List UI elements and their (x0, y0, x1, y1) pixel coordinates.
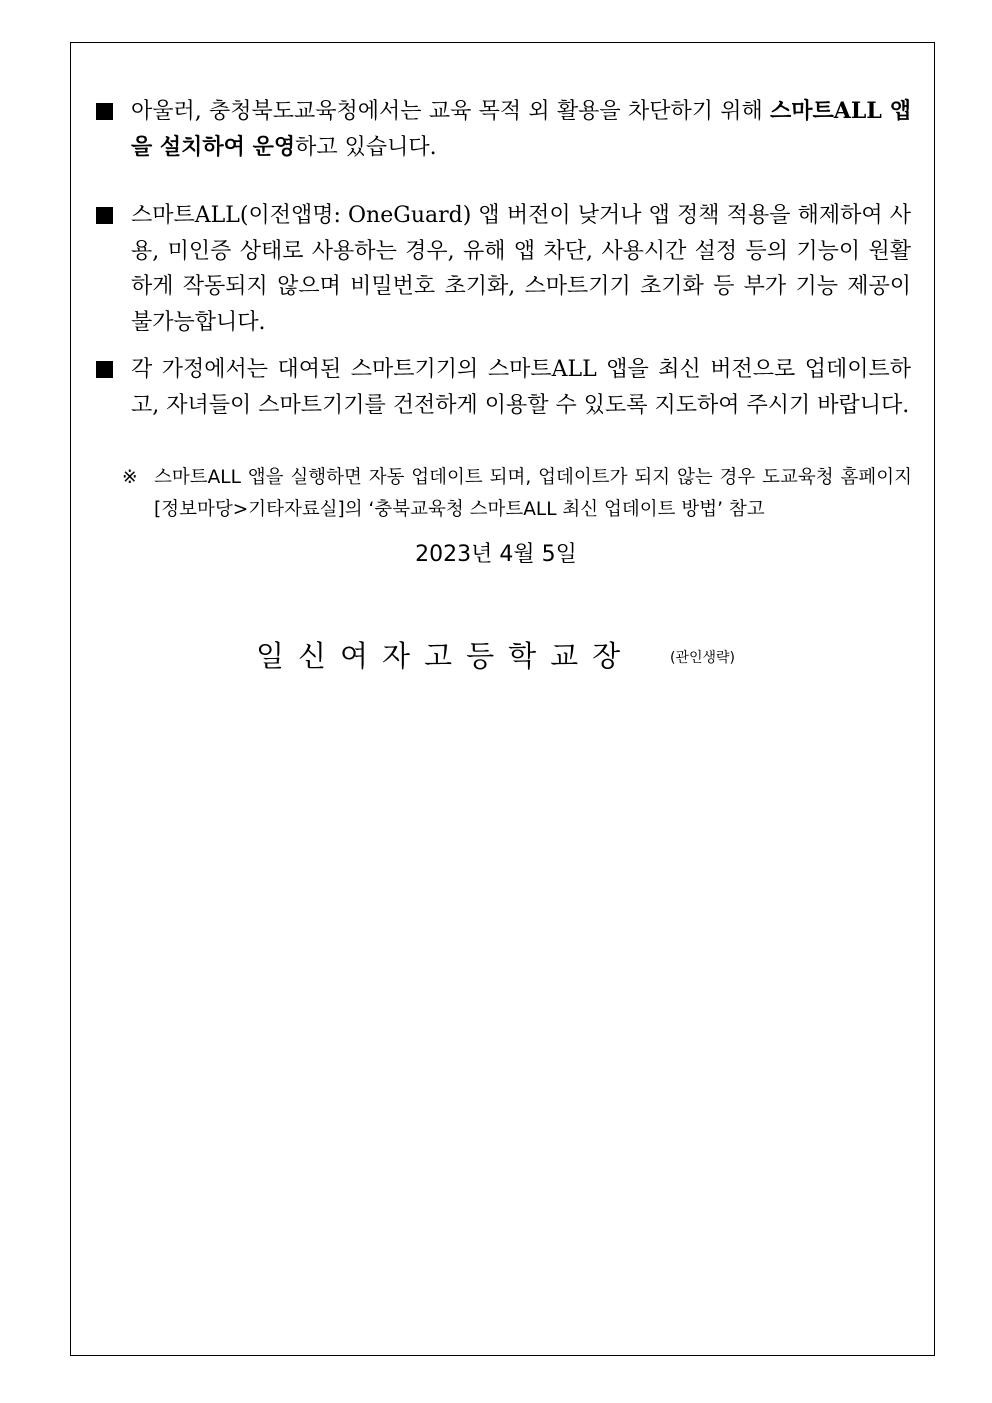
paragraph-text (131, 94, 911, 165)
paragraph-text-normal: 아울러, 충청북도교육청에서는 교육 목적 외 활용을 차단하기 위해 (131, 99, 771, 124)
paragraph-text: 스마트ALL(이전앱명: OneGuard) 앱 버전이 낮거나 앱 정책 적용을 해제하여 사용, 미인증 상태로 사용하는 경우, 유해 앱 차단, 사용시간 설정 등의 기능이 원활하게 작동되지 않으며 비밀번호 초기화, 스마트기기 초기화 등 부가 기능 제공이 불가능합니다. (131, 203, 911, 335)
square-bullet-icon (96, 207, 113, 224)
paragraph-text: 각 가정에서는 대여된 스마트기기의 스마트ALL 앱을 최신 버전으로 업데이트하고, 자녀들이 스마트기기를 건전하게 이용할 수 있도록 지도하여 주시기 바랍니다. (131, 357, 911, 418)
paragraph-app-control (96, 94, 911, 165)
paragraph-text-bold: 스마트ALL 앱을 설치하여 운영 (131, 98, 911, 160)
document-date: 2023년 4월 5일 (415, 542, 577, 567)
paragraph-update-request (96, 352, 911, 423)
reference-mark: ※ (122, 467, 138, 488)
paragraph-version-warning (96, 198, 911, 340)
school-principal-signature: 일신여자고등학교장 (256, 639, 635, 673)
square-bullet-icon (96, 361, 113, 378)
paragraph-text-normal-end: 하고 있습니다. (295, 134, 437, 160)
square-bullet-icon (96, 103, 113, 120)
reference-note-text: 스마트ALL 앱을 실행하면 자동 업데이트 되며, 업데이트가 되지 않는 경우 도교육청 홈페이지 [정보마당>기타자료실]의 ‘충북교육청 스마트ALL 최신 업데이트 방법’ 참고 (154, 467, 912, 520)
reference-note (122, 462, 912, 526)
seal-omitted-note: (관인생략) (670, 650, 736, 666)
